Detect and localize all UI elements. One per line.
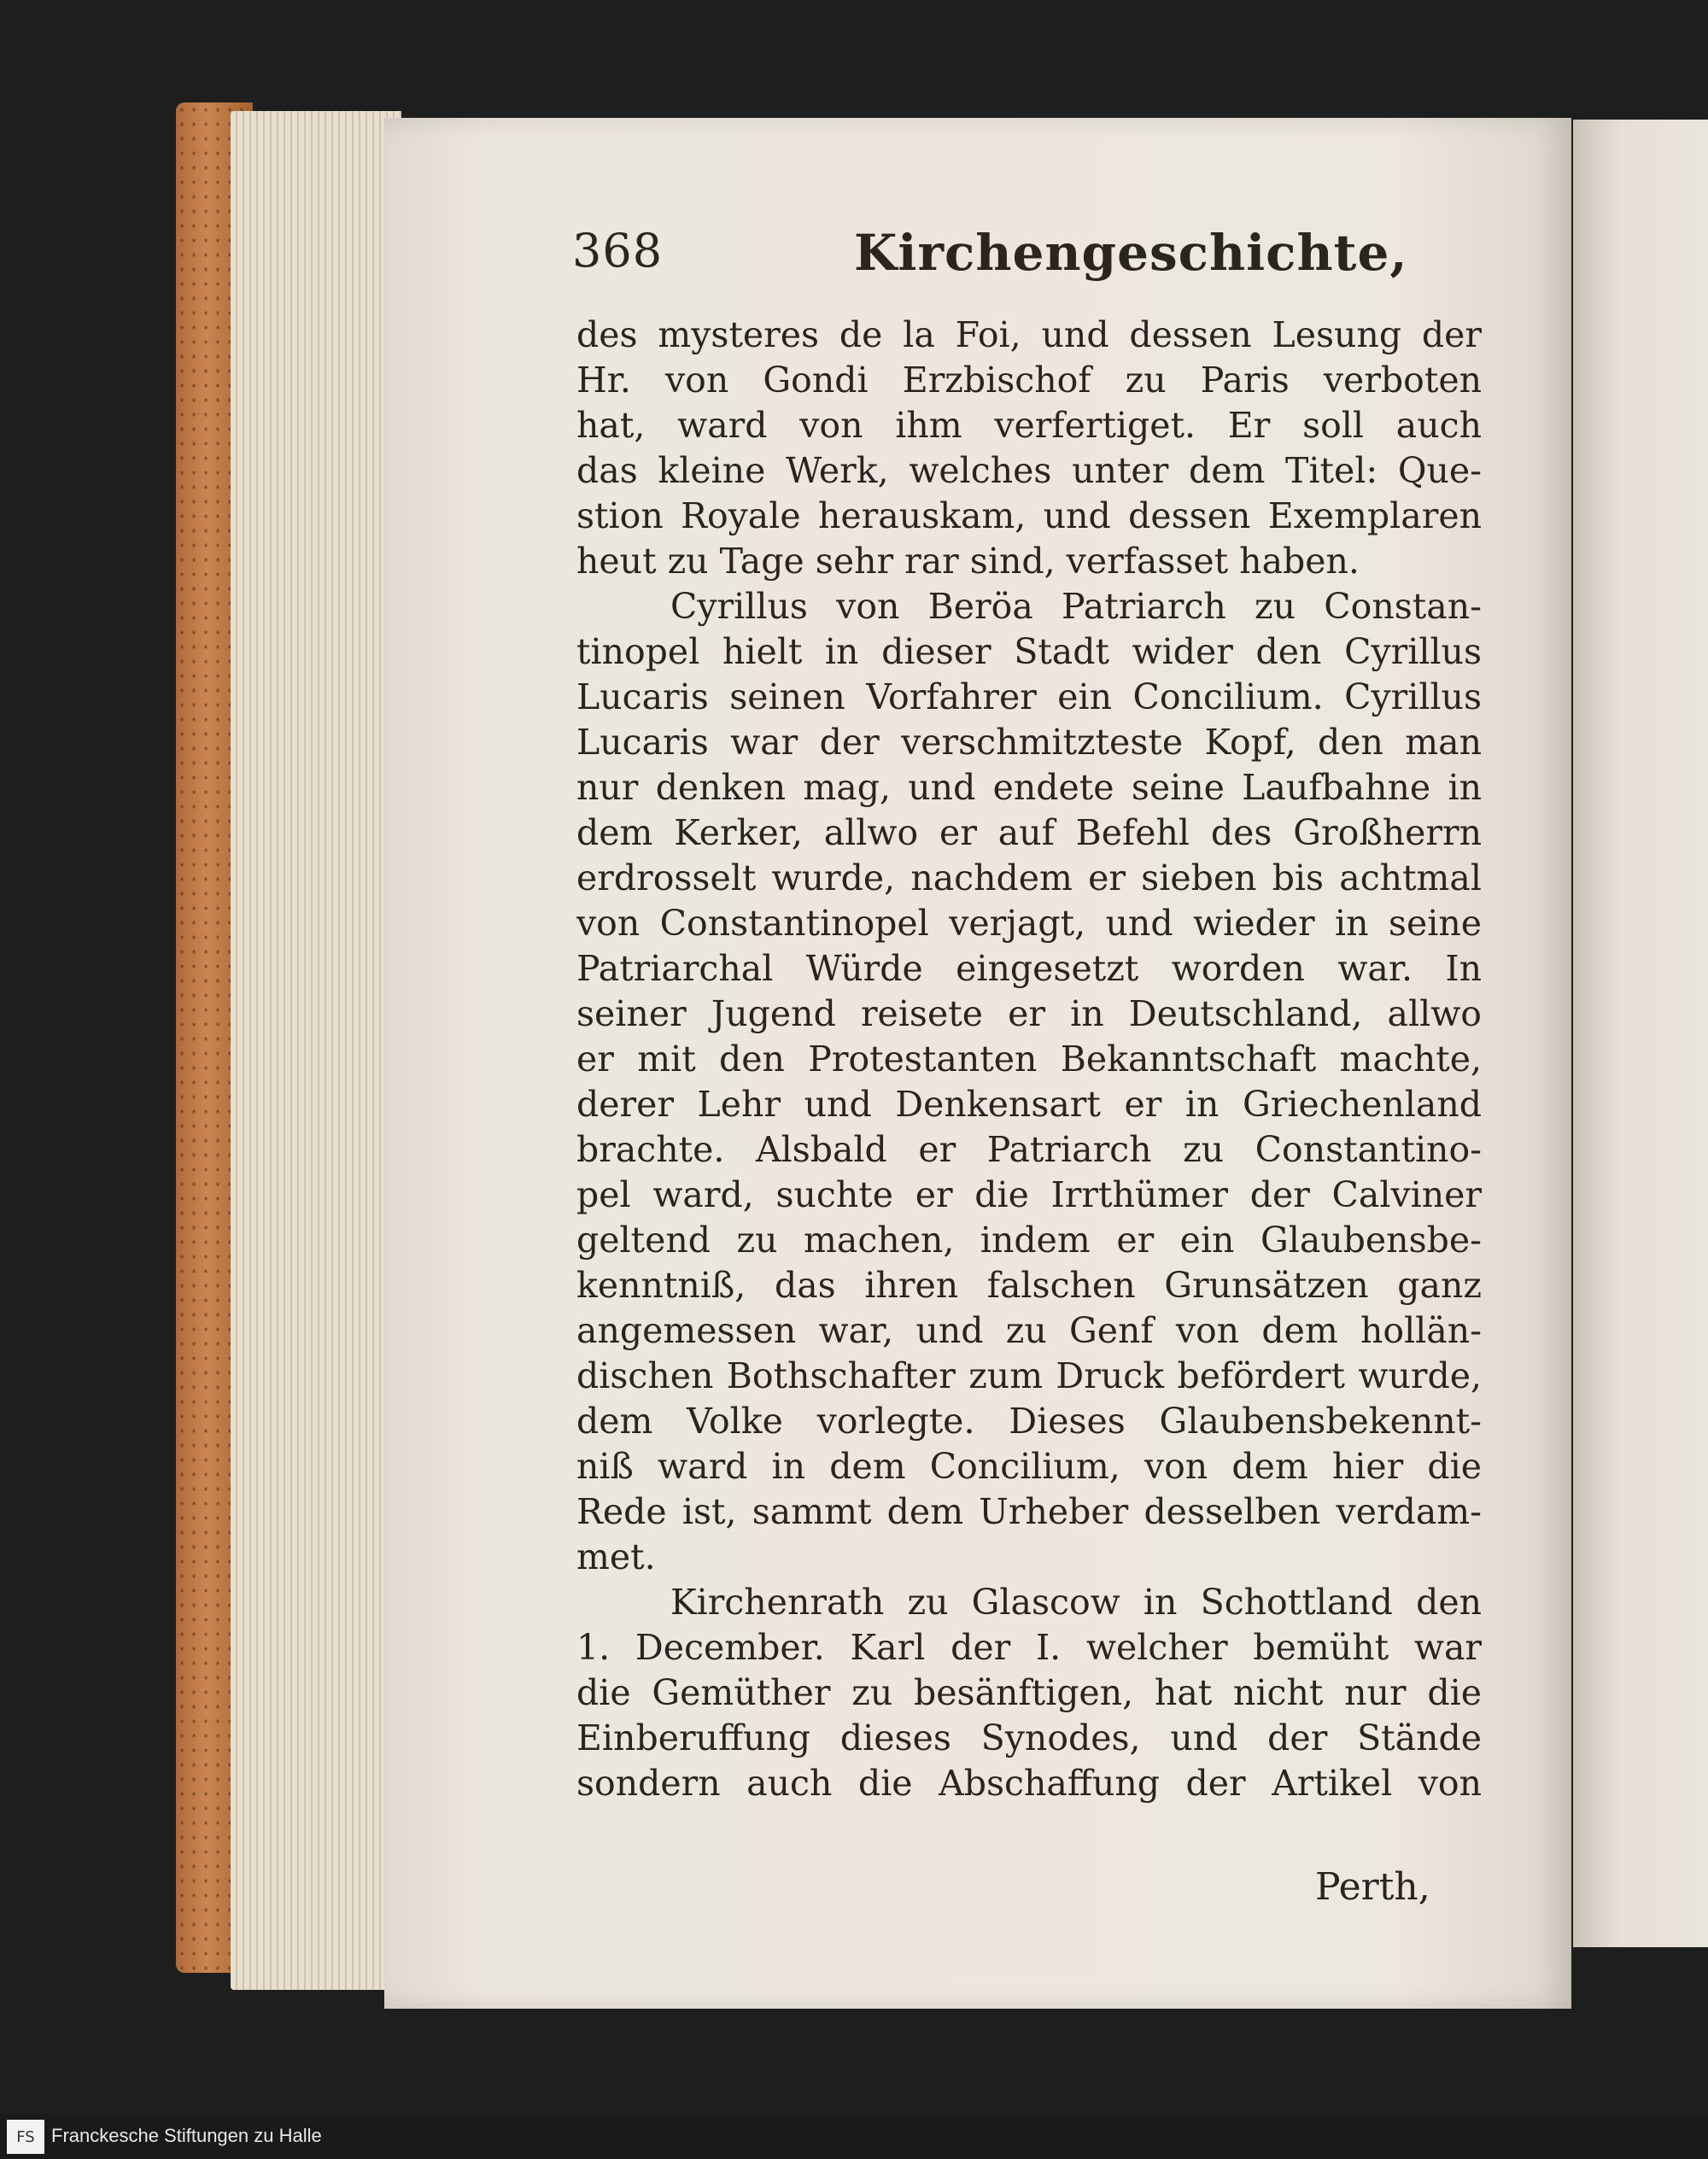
- text-line: met.: [576, 1536, 656, 1577]
- text-line: Hr. von Gondi Erzbischof zu Paris verboten: [576, 360, 1482, 401]
- institution-logo-icon: [7, 2120, 44, 2154]
- footer-bar: [0, 2115, 1708, 2159]
- text-line: Cyrillus von Beröa Patriarch zu Constan-: [670, 586, 1482, 627]
- catchword: Perth,: [1315, 1865, 1430, 1909]
- text-line: brachte. Alsbald er Patriarch zu Constantino-: [576, 1129, 1482, 1170]
- page-number: 368: [572, 224, 664, 278]
- text-line: 1. December. Karl der I. welcher bemüht war: [576, 1627, 1482, 1668]
- text-line: dem Kerker, allwo er auf Befehl des Großherrn: [576, 812, 1482, 853]
- text-line: tinopel hielt in dieser Stadt wider den Cyrillus: [576, 631, 1482, 672]
- text-line: Lucaris seinen Vorfahrer ein Concilium. Cyrillus: [576, 676, 1482, 717]
- text-line: die Gemüther zu besänftigen, hat nicht nur die: [576, 1672, 1482, 1713]
- text-line: geltend zu machen, indem er ein Glaubensbe-: [576, 1220, 1482, 1261]
- text-line: nur denken mag, und endete seine Laufbahne in: [576, 767, 1482, 808]
- text-line: Lucaris war der verschmitzteste Kopf, den man: [576, 722, 1482, 763]
- text-line: seiner Jugend reisete er in Deutschland, allwo: [576, 993, 1482, 1034]
- text-line: Einberuffung dieses Synodes, und der Stände: [576, 1717, 1482, 1758]
- running-head: Kirchengeschichte,: [854, 224, 1408, 282]
- logo-label: FS: [16, 2127, 35, 2146]
- text-line: dischen Bothschafter zum Druck befördert wurde,: [576, 1355, 1482, 1396]
- text-line: stion Royale herauskam, und dessen Exemplaren: [576, 495, 1482, 536]
- text-line: das kleine Werk, welches unter dem Titel: Que-: [576, 450, 1482, 491]
- text-line: er mit den Protestanten Bekanntschaft machte,: [576, 1039, 1482, 1080]
- text-line: hat, ward von ihm verfertiget. Er soll auch: [576, 405, 1482, 446]
- text-line: heut zu Tage sehr rar sind, verfasset haben.: [576, 541, 1360, 582]
- text-line: Kirchenrath zu Glascow in Schottland den: [670, 1582, 1482, 1623]
- text-line: Patriarchal Würde eingesetzt worden war. In: [576, 948, 1482, 989]
- text-line: kenntniß, das ihren falschen Grunsätzen ganz: [576, 1265, 1482, 1306]
- body-text: [576, 313, 1482, 1806]
- text-line: des mysteres de la Foi, und dessen Lesung der: [576, 314, 1482, 355]
- text-line: derer Lehr und Denkensart er in Griechenland: [576, 1084, 1482, 1125]
- facing-page: [1573, 120, 1708, 1947]
- text-line: sondern auch die Abschaffung der Artikel von: [576, 1763, 1482, 1804]
- page-edges: [231, 111, 401, 1990]
- page-header: [572, 224, 1503, 284]
- text-line: von Constantinopel verjagt, und wieder in seine: [576, 903, 1482, 944]
- text-line: dem Volke vorlegte. Dieses Glaubensbekennt-: [576, 1401, 1482, 1442]
- text-line: Rede ist, sammt dem Urheber desselben verdam-: [576, 1491, 1482, 1532]
- text-line: pel ward, suchte er die Irrthümer der Calviner: [576, 1174, 1482, 1215]
- text-line: niß ward in dem Concilium, von dem hier die: [576, 1446, 1482, 1487]
- text-line: erdrosselt wurde, nachdem er sieben bis achtmal: [576, 857, 1482, 898]
- text-line: angemessen war, und zu Genf von dem hollän-: [576, 1310, 1482, 1351]
- footer-credit: Franckesche Stiftungen zu Halle: [51, 2125, 322, 2146]
